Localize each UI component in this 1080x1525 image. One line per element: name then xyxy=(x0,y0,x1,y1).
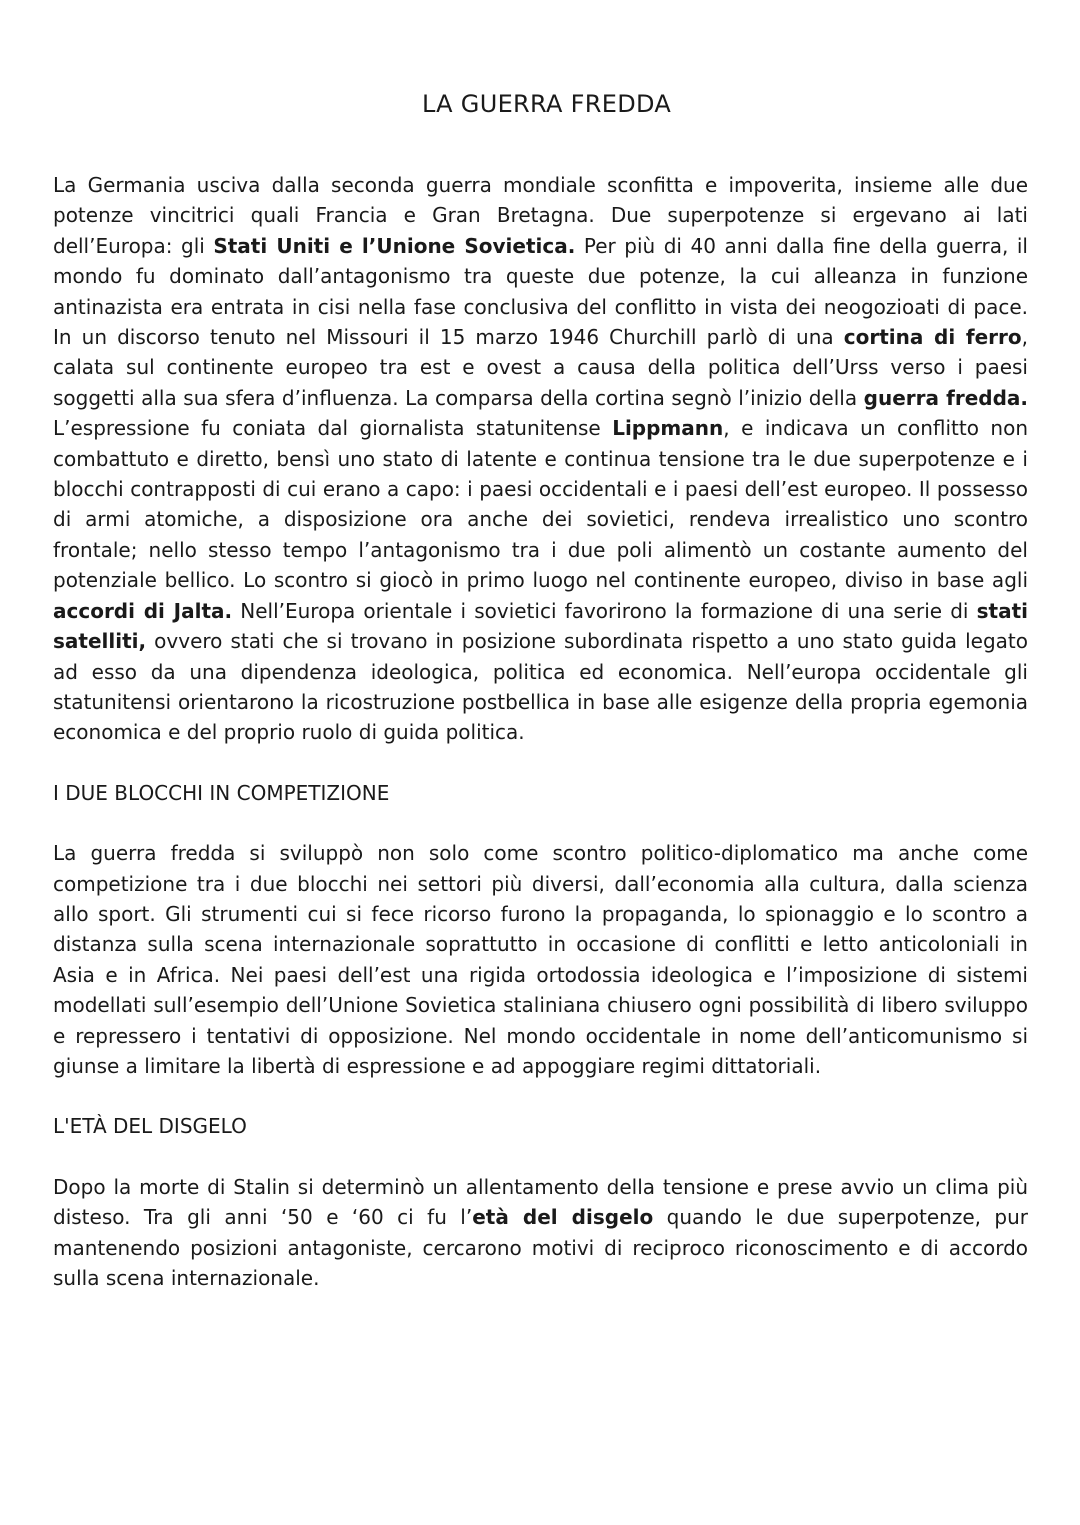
document-page xyxy=(53,90,1028,1293)
text-segment: Dopo la morte di Stalin si determinò un allentamento della tensione e prese avvio un clima più disteso. Tra gli anni ‘50 e ‘60 ci fu l’ xyxy=(53,1174,1028,1230)
text-segment: Per più di 40 anni dalla fine della guerra, il mondo fu dominato dall’antagonismo tra queste due potenze, la cui alleanza in funzione antinazista era entrata in cisi nella fase conclusiva del conflitto in vista dei neogozioati di pace. In un discorso tenuto nel Missouri il 15 marzo 1946 Churchill parlò di una xyxy=(53,233,1028,350)
bold-segment: accordi di Jalta. xyxy=(53,598,233,623)
bold-segment: Lippmann xyxy=(612,416,724,441)
text-segment: quando le due superpotenze, pur mantenendo posizioni antagoniste, cercarono motivi di reciproco riconoscimento e di accordo sulla scena internazionale. xyxy=(53,1205,1029,1290)
bold-segment: guerra fredda. xyxy=(863,385,1028,410)
section-paragraph-blocchi xyxy=(53,838,1028,1081)
text-segment: ovvero stati che si trovano in posizione subordinata rispetto a uno stato guida legato ad esso da una dipendenza ideologica, politica ed economica. Nell’europa occidentale gli statunitensi orientarono la ricostruzione postbellica in base alle esigenze della propria egemonia economica e del proprio ruolo di guida politica. xyxy=(53,629,1028,745)
text-segment: L’espressione fu coniata dal giornalista statunitense xyxy=(53,416,613,441)
text-segment: La guerra fredda si sviluppò non solo come scontro politico-diplomatico ma anche come competizione tra i due blocchi nei settori più diversi, dall’economia alla cultura, dalla scienza allo sport. Gli strumenti cui si fece ricorso furono la propaganda, lo spionaggio e lo scontro a distanza sulla scena internazionale soprattutto in occasione di conflitti e letto anticoloniali in Asia e in Africa. Nei paesi dell’est una rigida ortodossia ideologica e l’imposizione di sistemi modellati sull’esempio dell’Unione Sovietica staliniana chiusero ogni possibilità di libero sviluppo e repressero i tentativi di opposizione. Nel mondo occidentale in nome dell’anticomunismo si giunse a limitare la libertà di espressione e ad appoggiare regimi dittatoriali. xyxy=(53,841,1028,1078)
text-segment: , calata sul continente europeo tra est e ovest a causa della politica dell’Urss verso i paesi soggetti alla sua sfera d’influenza. La comparsa della cortina segnò l’inizio della xyxy=(53,325,1028,410)
page-title: LA GUERRA FREDDA xyxy=(421,90,672,118)
intro-paragraph xyxy=(53,170,1028,748)
section-heading-disgelo: L'ETÀ DEL DISGELO xyxy=(53,1114,247,1139)
text-segment: Nell’Europa orientale i sovietici favorirono la formazione di una serie di xyxy=(232,598,977,623)
section-paragraph-disgelo xyxy=(53,1172,1028,1294)
section-heading-blocchi: I DUE BLOCCHI IN COMPETIZIONE xyxy=(53,780,390,805)
text-segment: La Germania usciva dalla seconda guerra mondiale sconfitta e impoverita, insieme alle due potenze vincitrici quali Francia e Gran Bretagna. Due superpotenze si ergevano ai lati dell’Europa: gli xyxy=(53,173,1028,258)
bold-segment: Stati Uniti e l’Unione Sovietica. xyxy=(213,233,576,258)
bold-segment: cortina di ferro xyxy=(843,325,1022,350)
text-segment: , e indicava un conflitto non combattuto e diretto, bensì uno stato di latente e continua tensione tra le due superpotenze e i blocchi contrapposti di cui erano a capo: i paesi occidentali e i paesi dell’est europeo. Il possesso di armi atomiche, a disposizione ora anche dei sovietici, rendeva irrealistico uno scontro frontale; nello stesso tempo l’antagonismo tra i due poli alimentò un costante aumento del potenziale bellico. Lo scontro si giocò in primo luogo nel continente europeo, diviso in base agli xyxy=(53,416,1028,593)
bold-segment: età del disgelo xyxy=(472,1205,654,1230)
bold-segment: stati satelliti, xyxy=(53,598,1028,654)
